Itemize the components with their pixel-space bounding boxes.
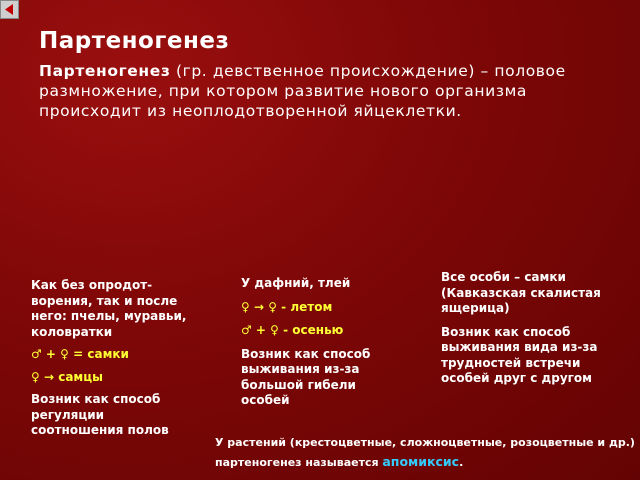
column-daphnia-formula-autumn: ♂ + ♀ - осенью xyxy=(241,323,344,337)
plants-footnote xyxy=(215,433,635,472)
back-button[interactable] xyxy=(0,0,19,19)
column-daphnia-formula-summer: ♀ → ♀ - летом xyxy=(241,299,333,314)
column-insects-formula-females: ♂ + ♀ = самки xyxy=(31,347,129,361)
column-insects-intro: Как без опродот-ворения, так и после него: пчелы, муравьи, коловратки xyxy=(31,278,187,339)
column-insects xyxy=(31,278,191,439)
column-daphnia-note: Возник как способ выживания из-за большой гибели особей xyxy=(241,346,371,407)
column-insects-formula-males: ♀ → самцы xyxy=(31,369,103,384)
definition-term: Партеногенез xyxy=(39,62,171,80)
column-daphnia xyxy=(241,276,391,409)
column-lizard-intro: Все особи – самки (Кавказская скалистая ящерица) xyxy=(441,270,601,315)
plants-footnote-line1: У растений (крестоцветные, сложноцветные, розоцветные и др.) xyxy=(215,436,635,449)
slide-title: Партеногенез xyxy=(39,28,230,54)
plants-footnote-line2 xyxy=(215,452,635,472)
column-lizard-note: Возник как способ выживания вида из-за трудностей встречи особей друг с другом xyxy=(441,324,598,385)
back-arrow-icon xyxy=(1,1,18,18)
column-lizard xyxy=(441,270,616,387)
column-daphnia-intro: У дафний, тлей xyxy=(241,276,351,290)
plants-footnote-prefix: партеногенез называется xyxy=(215,456,383,469)
apomixis-term: апомиксис xyxy=(382,454,460,469)
definition-text: (гр. девственное происхождение) – половое размножение, при котором развитие нового организма происходит из неоплодотворенной яйцеклетки. xyxy=(39,62,566,120)
definition-paragraph xyxy=(39,61,624,121)
plants-footnote-suffix: . xyxy=(459,456,464,469)
column-insects-note: Возник как способ регуляции соотношения полов xyxy=(31,392,169,437)
